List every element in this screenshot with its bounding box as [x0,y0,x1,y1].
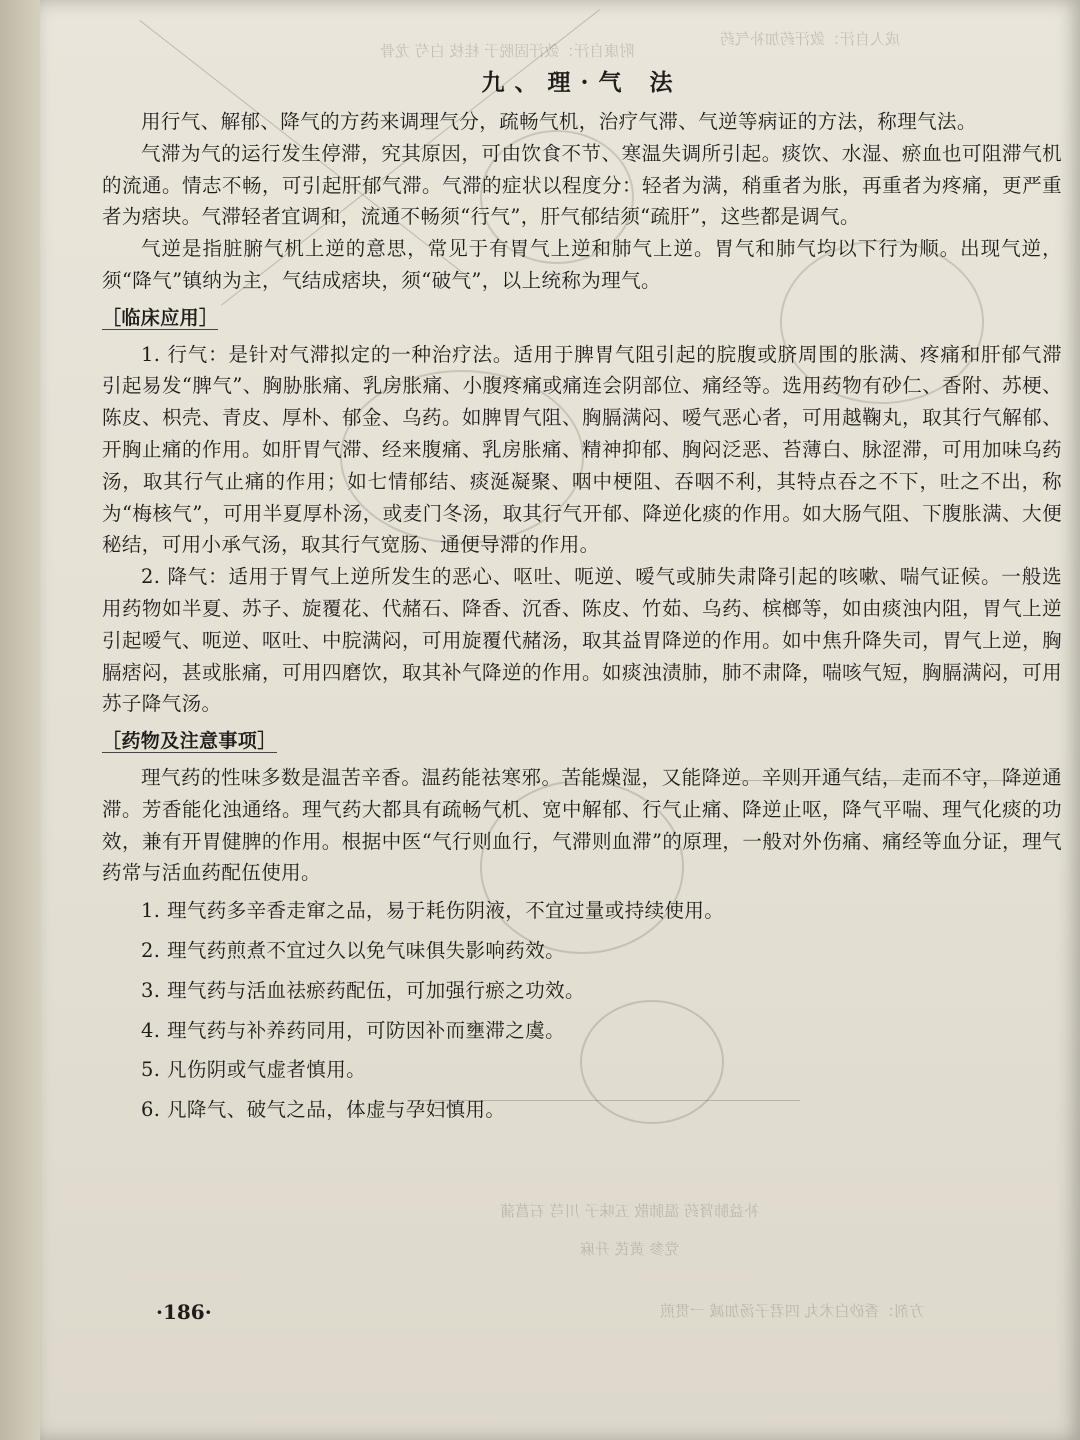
section-heading-clinical [102,303,1062,335]
section-heading-text: ［药物及注意事项］ [102,730,277,753]
clinical-paragraph: 2. 降气：适用于胃气上逆所发生的恶心、呕吐、呃逆、嗳气或肺失肃降引起的咳嗽、喘气证候。一般选用药物如半夏、苏子、旋覆花、代赭石、降香、沉香、陈皮、竹茹、乌药、槟榔等，如由痰浊内阻，胃气上逆引起嗳气、呃逆、呕吐、中脘满闷，可用旋覆代赭汤，取其益胃降逆的作用。如中焦升降失司，胃气上逆，胸膈痞闷，甚或胀痛，可用四磨饮，取其补气降逆的作用。如痰浊渍肺，肺不肃降，喘咳气短，胸膈满闷，可用苏子降气汤。 [102,565,1062,716]
bleed-through-text: 成人自汗：敛汗药加补气药 [720,30,901,48]
page-number: ·186· [156,1300,212,1324]
section-heading-text: ［临床应用］ [102,306,219,329]
note-item: 1. 理气药多辛香走窜之品，易于耗伤阴液，不宜过量或持续使用。 [141,899,725,923]
note-item: 5. 凡伤阴或气虚者慎用。 [141,1058,367,1082]
note-item: 4. 理气药与补养药同用，可防因补而壅滞之虞。 [141,1018,566,1042]
note-item: 6. 凡降气、破气之品，体虚与孕妇慎用。 [141,1098,506,1122]
intro-paragraph: 用行气、解郁、降气的方药来调理气分，疏畅气机，治疗气滞、气逆等病证的方法，称理气法。 [141,110,977,133]
bleed-through-text: 党参 黄芪 升麻 [580,1240,680,1258]
bleed-through-text: 方剂：香砂白术丸 四君子汤加减 一贯煎 [660,1302,925,1320]
intro-paragraph: 气逆是指脏腑气机上逆的意思，常见于有胃气上逆和肺气上逆。胃气和肺气均以下行为顺。出现气逆，须“降气”镇纳为主，气结成痞块，须“破气”，以上统称为理气。 [102,237,1062,292]
book-page [40,0,1080,1440]
bleed-through-text: 附康自汗：敛汗固脱于 桂枝 白芍 龙骨 [380,42,635,60]
clinical-paragraph: 1. 行气：是针对气滞拟定的一种治疗法。适用于脾胃气阻引起的脘腹或脐周围的胀满、疼痛和肝郁气滞引起易发“脾气”、胸胁胀痛、乳房胀痛、小腹疼痛或痛连会阴部位、痛经等。选用药物有砂仁、香附、苏梗、陈皮、枳壳、青皮、厚朴、郁金、乌药。如脾胃气阻、胸膈满闷、嗳气恶心者，可用越鞠丸，取其行气解郁、开胸止痛的作用。如肝胃气滞、经来腹痛、乳房胀痛、精神抑郁、胸闷泛恶、苔薄白、脉涩滞，可用加味乌药汤，取其行气止痛的作用；如七情郁结、痰涎凝聚、咽中梗阻、吞咽不利，其特点吞之不下，吐之不出，称为“梅核气”，可用半夏厚朴汤，或麦门冬汤，取其行气开郁、降逆化痰的作用。如大肠气阻、下腹胀满、大便秘结，可用小承气汤，取其行气宽肠、通便导滞的作用。 [102,342,1062,557]
note-item: 2. 理气药煎煮不宜过久以免气味俱失影响药效。 [141,938,566,962]
note-item: 3. 理气药与活血祛瘀药配伍，可加强行瘀之功效。 [141,978,585,1002]
notes-paragraph: 理气药的性味多数是温苦辛香。温药能祛寒邪。苦能燥湿，又能降逆。辛则开通气结，走而不守，降逆通滞。芳香能化浊通络。理气药大都具有疏畅气机、宽中解郁、行气止痛、降逆止呕，降气平喘、理气化痰的功效，兼有开胃健脾的作用。根据中医“气行则血行，气滞则血滞”的原理，一般对外伤痛、痛经等血分证，理气药常与活血药配伍使用。 [102,765,1062,885]
intro-paragraph: 气滞为气的运行发生停滞，究其原因，可由饮食不节、寒温失调所引起。痰饮、水湿、瘀血也可阻滞气机的流通。情志不畅，可引起肝郁气滞。气滞的症状以程度分：轻者为满，稍重者为胀，再重者为疼痛，更严重者为痞块。气滞轻者宜调和，流通不畅须“行气”，肝气郁结须“疏肝”，这些都是调气。 [102,141,1062,229]
book-binding-edge [0,0,40,1440]
bleed-through-text: 补益肺肾药 温肺散 五味子 川芎 石菖蒲 [500,1202,760,1220]
page-title: 九、理·气 法 [481,69,683,96]
section-heading-notes [102,726,1062,758]
page-body [102,68,1062,1134]
